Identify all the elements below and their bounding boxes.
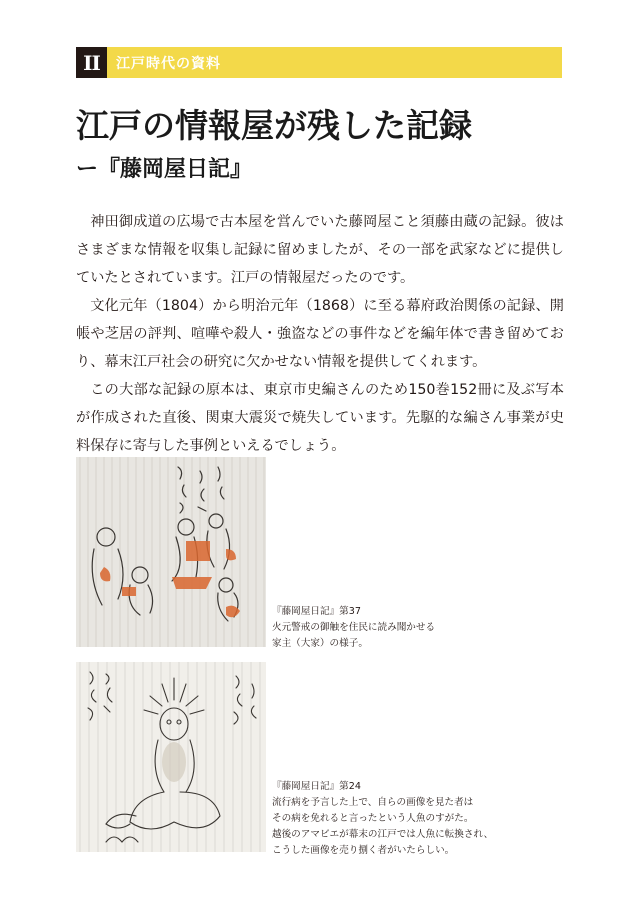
figure-caption-1 <box>272 604 572 652</box>
section-header-bar <box>76 47 562 78</box>
caption-line: 流行病を予言した上で、自らの画像を見た者は <box>272 797 474 808</box>
caption-line: その病を免れると言ったという人魚のすがた。 <box>272 813 474 824</box>
paragraph: 神田御成道の広場で古本屋を営んでいた藤岡屋こと須藤由蔵の記録。彼はさまざまな情報を収集し記録に留めましたが、その一部を武家などに提供していたとされています。江戸の情報屋だったのです。 <box>76 214 564 286</box>
caption-line: 『藤岡屋日記』第24 <box>272 781 361 792</box>
caption-line: 家主（大家）の様子。 <box>272 638 368 649</box>
figure-image-2 <box>76 662 266 852</box>
paragraph: 文化元年（1804）から明治元年（1868）に至る幕府政治関係の記録、開帳や芝居の評判、喧嘩や殺人・強盗などの事件などを編年体で書き留めており、幕末江戸社会の研究に欠かせない情報を提供してくれます。 <box>76 298 564 370</box>
paragraph: この大部な記録の原本は、東京市史編さんのため150巻152冊に及ぶ写本が作成された直後、関東大震災で焼失しています。先駆的な編さん事業が史料保存に寄与した事例といえるでしょう。 <box>76 382 564 454</box>
section-number: II <box>76 47 107 78</box>
illustration-mermaid <box>76 662 266 852</box>
page-subtitle: ー『藤岡屋日記』 <box>76 157 253 182</box>
caption-line: 越後のアマビエが幕末の江戸では人魚に転換され、 <box>272 829 494 840</box>
caption-line: 火元警戒の御触を住民に読み聞かせる <box>272 622 436 633</box>
page-title: 江戸の情報屋が残した記録 <box>76 106 472 145</box>
illustration-townspeople <box>76 457 266 647</box>
figure-image-1 <box>76 457 266 647</box>
caption-line: こうした画像を売り捌く者がいたらしい。 <box>272 845 455 856</box>
figure-caption-2 <box>272 779 572 859</box>
section-label: 江戸時代の資料 <box>116 55 221 72</box>
caption-line: 『藤岡屋日記』第37 <box>272 606 361 617</box>
body-text <box>76 208 564 460</box>
